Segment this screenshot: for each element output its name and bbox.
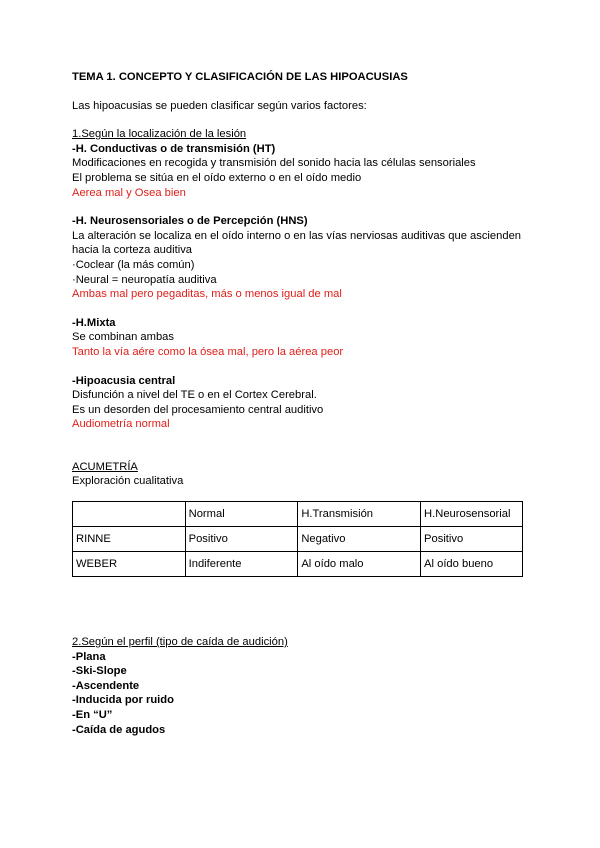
- perfil-item: -Ascendente: [72, 679, 140, 692]
- intro-text: Las hipoacusias se pueden clasificar según varios factores:: [72, 99, 367, 112]
- table-cell: Positivo: [185, 527, 298, 552]
- document-title: TEMA 1. CONCEPTO Y CLASIFICACIÓN DE LAS HIPOACUSIAS: [72, 71, 408, 83]
- section2-heading: 2.Según el perfil (tipo de caída de audición): [72, 636, 288, 649]
- table-cell: WEBER: [73, 552, 186, 577]
- table-cell: [73, 502, 186, 527]
- neurosensoriales-line: La alteración se localiza en el oído interno o en las vías nerviosas auditivas que ascienden: [72, 229, 522, 242]
- perfil-item: -Plana: [72, 650, 106, 663]
- table-header-row: [73, 502, 523, 527]
- mixta-title: -H.Mixta: [72, 316, 116, 329]
- neurosensoriales-title: -H. Neurosensoriales o de Percepción (HNS): [72, 215, 308, 228]
- conductivas-line: Modificaciones en recogida y transmisión del sonido hacia las células sensoriales: [72, 157, 476, 170]
- central-note: Audiometría normal: [72, 418, 170, 431]
- perfil-item: -En “U”: [72, 709, 113, 722]
- acumetria-heading: ACUMETRÍA: [72, 460, 138, 473]
- document-page: [72, 70, 532, 737]
- conductivas-title: -H. Conductivas o de transmisión (HT): [72, 142, 276, 155]
- table-cell: RINNE: [73, 527, 186, 552]
- perfil-item: -Ski-Slope: [72, 665, 127, 678]
- table-cell: H.Transmisión: [298, 502, 421, 527]
- table-cell: Positivo: [421, 527, 523, 552]
- conductivas-note: Aerea mal y Osea bien: [72, 186, 186, 199]
- table-cell: Normal: [185, 502, 298, 527]
- section1-heading: 1.Según la localización de la lesión: [72, 128, 247, 141]
- acumetria-subheading: Exploración cualitativa: [72, 475, 184, 488]
- perfil-item: -Inducida por ruido: [72, 694, 174, 707]
- table-cell: H.Neurosensorial: [421, 502, 523, 527]
- neurosensoriales-line: ·Coclear (la más común): [72, 258, 195, 271]
- mixta-note: Tanto la vía aére como la ósea mal, pero la aérea peor: [72, 345, 344, 358]
- conductivas-line: El problema se sitúa en el oído externo o en el oído medio: [72, 171, 362, 184]
- central-title: -Hipoacusia central: [72, 374, 176, 387]
- neurosensoriales-note: Ambas mal pero pegaditas, más o menos igual de mal: [72, 288, 342, 301]
- acumetria-table: [72, 501, 523, 577]
- central-line: Es un desorden del procesamiento central auditivo: [72, 403, 324, 416]
- table-cell: Negativo: [298, 527, 421, 552]
- perfil-item: -Caída de agudos: [72, 723, 166, 736]
- neurosensoriales-line: ·Neural = neuropatía auditiva: [72, 273, 217, 286]
- neurosensoriales-line: hacia la corteza auditiva: [72, 244, 193, 257]
- table-cell: Al oído malo: [298, 552, 421, 577]
- table-row: [73, 552, 523, 577]
- table-cell: Indiferente: [185, 552, 298, 577]
- central-line: Disfunción a nivel del TE o en el Cortex Cerebral.: [72, 389, 317, 402]
- table-row: [73, 527, 523, 552]
- table-cell: Al oído bueno: [421, 552, 523, 577]
- mixta-line: Se combinan ambas: [72, 331, 174, 344]
